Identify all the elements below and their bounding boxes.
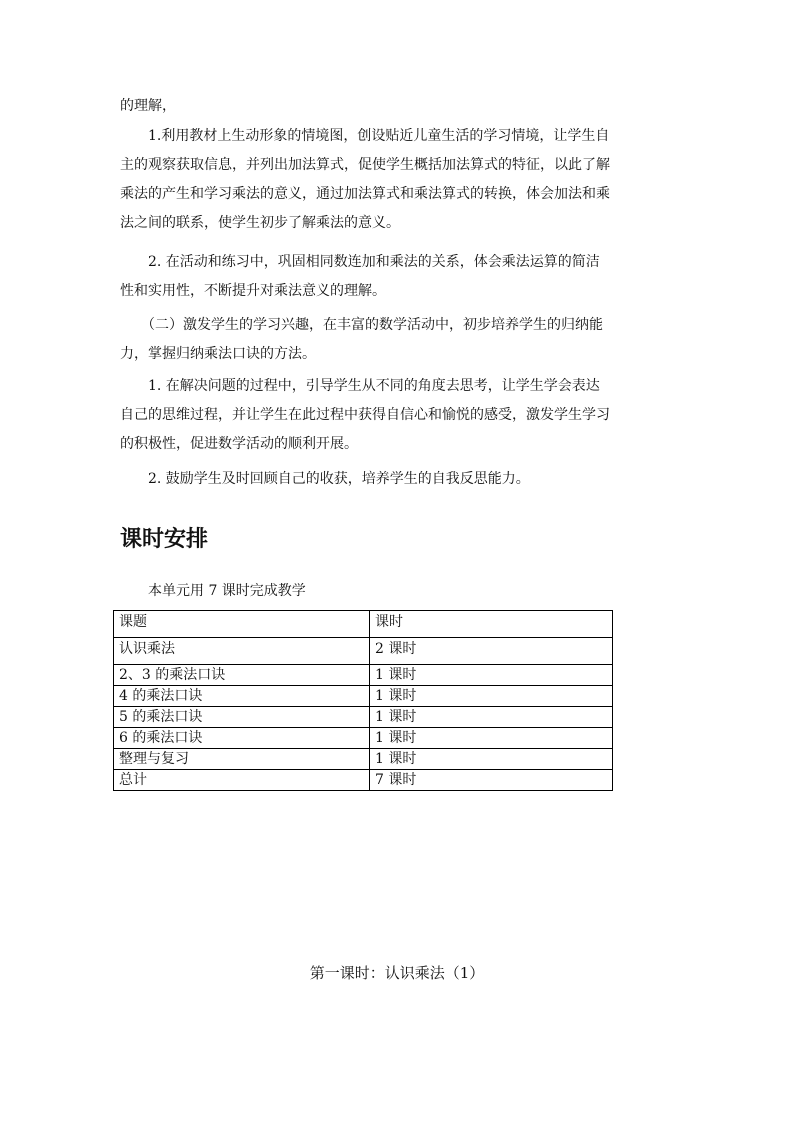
cell-hours: 1 课时: [370, 749, 613, 770]
paragraph-goal-2-item-1: [120, 372, 680, 459]
text-line: 乘法的产生和学习乘法的意义，通过加法算式和乘法算式的转换，体会加法和乘: [120, 186, 610, 202]
paragraph-intro-end: [120, 92, 680, 121]
cell-hours: 1 课时: [370, 728, 613, 749]
text-line: 法之间的联系，使学生初步了解乘法的意义。: [120, 215, 400, 231]
cell-topic: 6 的乘法口诀: [114, 728, 370, 749]
text-line: 自己的思维过程，并让学生在此过程中获得自信心和愉悦的感受，激发学生学习: [120, 407, 610, 423]
paragraph-goal-2-item-2: [120, 465, 680, 494]
header-cell-hours: 课时: [370, 611, 613, 638]
cell-topic: 5 的乘法口诀: [114, 707, 370, 728]
paragraph-objective-2: [120, 248, 680, 306]
text-line: 2. 鼓励学生及时回顾自己的收获，培养学生的自我反思能力。: [120, 471, 530, 487]
cell-topic: 2、3 的乘法口诀: [114, 665, 370, 686]
table-row: [114, 686, 613, 707]
text-line: 1. 在解决问题的过程中，引导学生从不同的角度去思考，让学生学会表达: [120, 378, 600, 394]
table-row: [114, 749, 613, 770]
header-cell-topic: 课题: [114, 611, 370, 638]
section-heading: 课时安排: [120, 527, 209, 552]
text-line: 力，掌握归纳乘法口诀的方法。: [120, 346, 316, 362]
table-row-total: [114, 770, 613, 791]
schedule-table: [113, 610, 613, 791]
text-line: 的理解，: [120, 98, 176, 114]
table-row: [114, 638, 613, 665]
cell-hours: 7 课时: [370, 770, 613, 791]
text-line: 性和实用性，不断提升对乘法意义的理解。: [120, 283, 386, 299]
cell-topic: 认识乘法: [114, 638, 370, 665]
cell-topic: 总计: [114, 770, 370, 791]
paragraph-objective-1: [120, 122, 680, 238]
table-row: [114, 665, 613, 686]
text-line: 的积极性，促进数学活动的顺利开展。: [120, 436, 358, 452]
schedule-note: 本单元用 7 课时完成教学: [148, 583, 306, 599]
paragraph-goal-2: [120, 311, 680, 369]
text-line: 2. 在活动和练习中，巩固相同数连加和乘法的关系，体会乘法运算的简洁: [120, 254, 600, 270]
cell-hours: 2 课时: [370, 638, 613, 665]
cell-hours: 1 课时: [370, 665, 613, 686]
table-row: [114, 728, 613, 749]
cell-hours: 1 课时: [370, 686, 613, 707]
text-line: （二）激发学生的学习兴趣，在丰富的数学活动中，初步培养学生的归纳能: [120, 317, 603, 333]
text-line: 主的观察获取信息，并列出加法算式，促使学生概括加法算式的特征，以此了解: [120, 157, 610, 173]
lesson-title: 第一课时：认识乘法（1）: [309, 964, 485, 982]
table-row: [114, 707, 613, 728]
cell-topic: 整理与复习: [114, 749, 370, 770]
text-line: 1.利用教材上生动形象的情境图，创设贴近儿童生活的学习情境，让学生自: [120, 128, 610, 144]
cell-hours: 1 课时: [370, 707, 613, 728]
table-header-row: [114, 611, 613, 638]
cell-topic: 4 的乘法口诀: [114, 686, 370, 707]
